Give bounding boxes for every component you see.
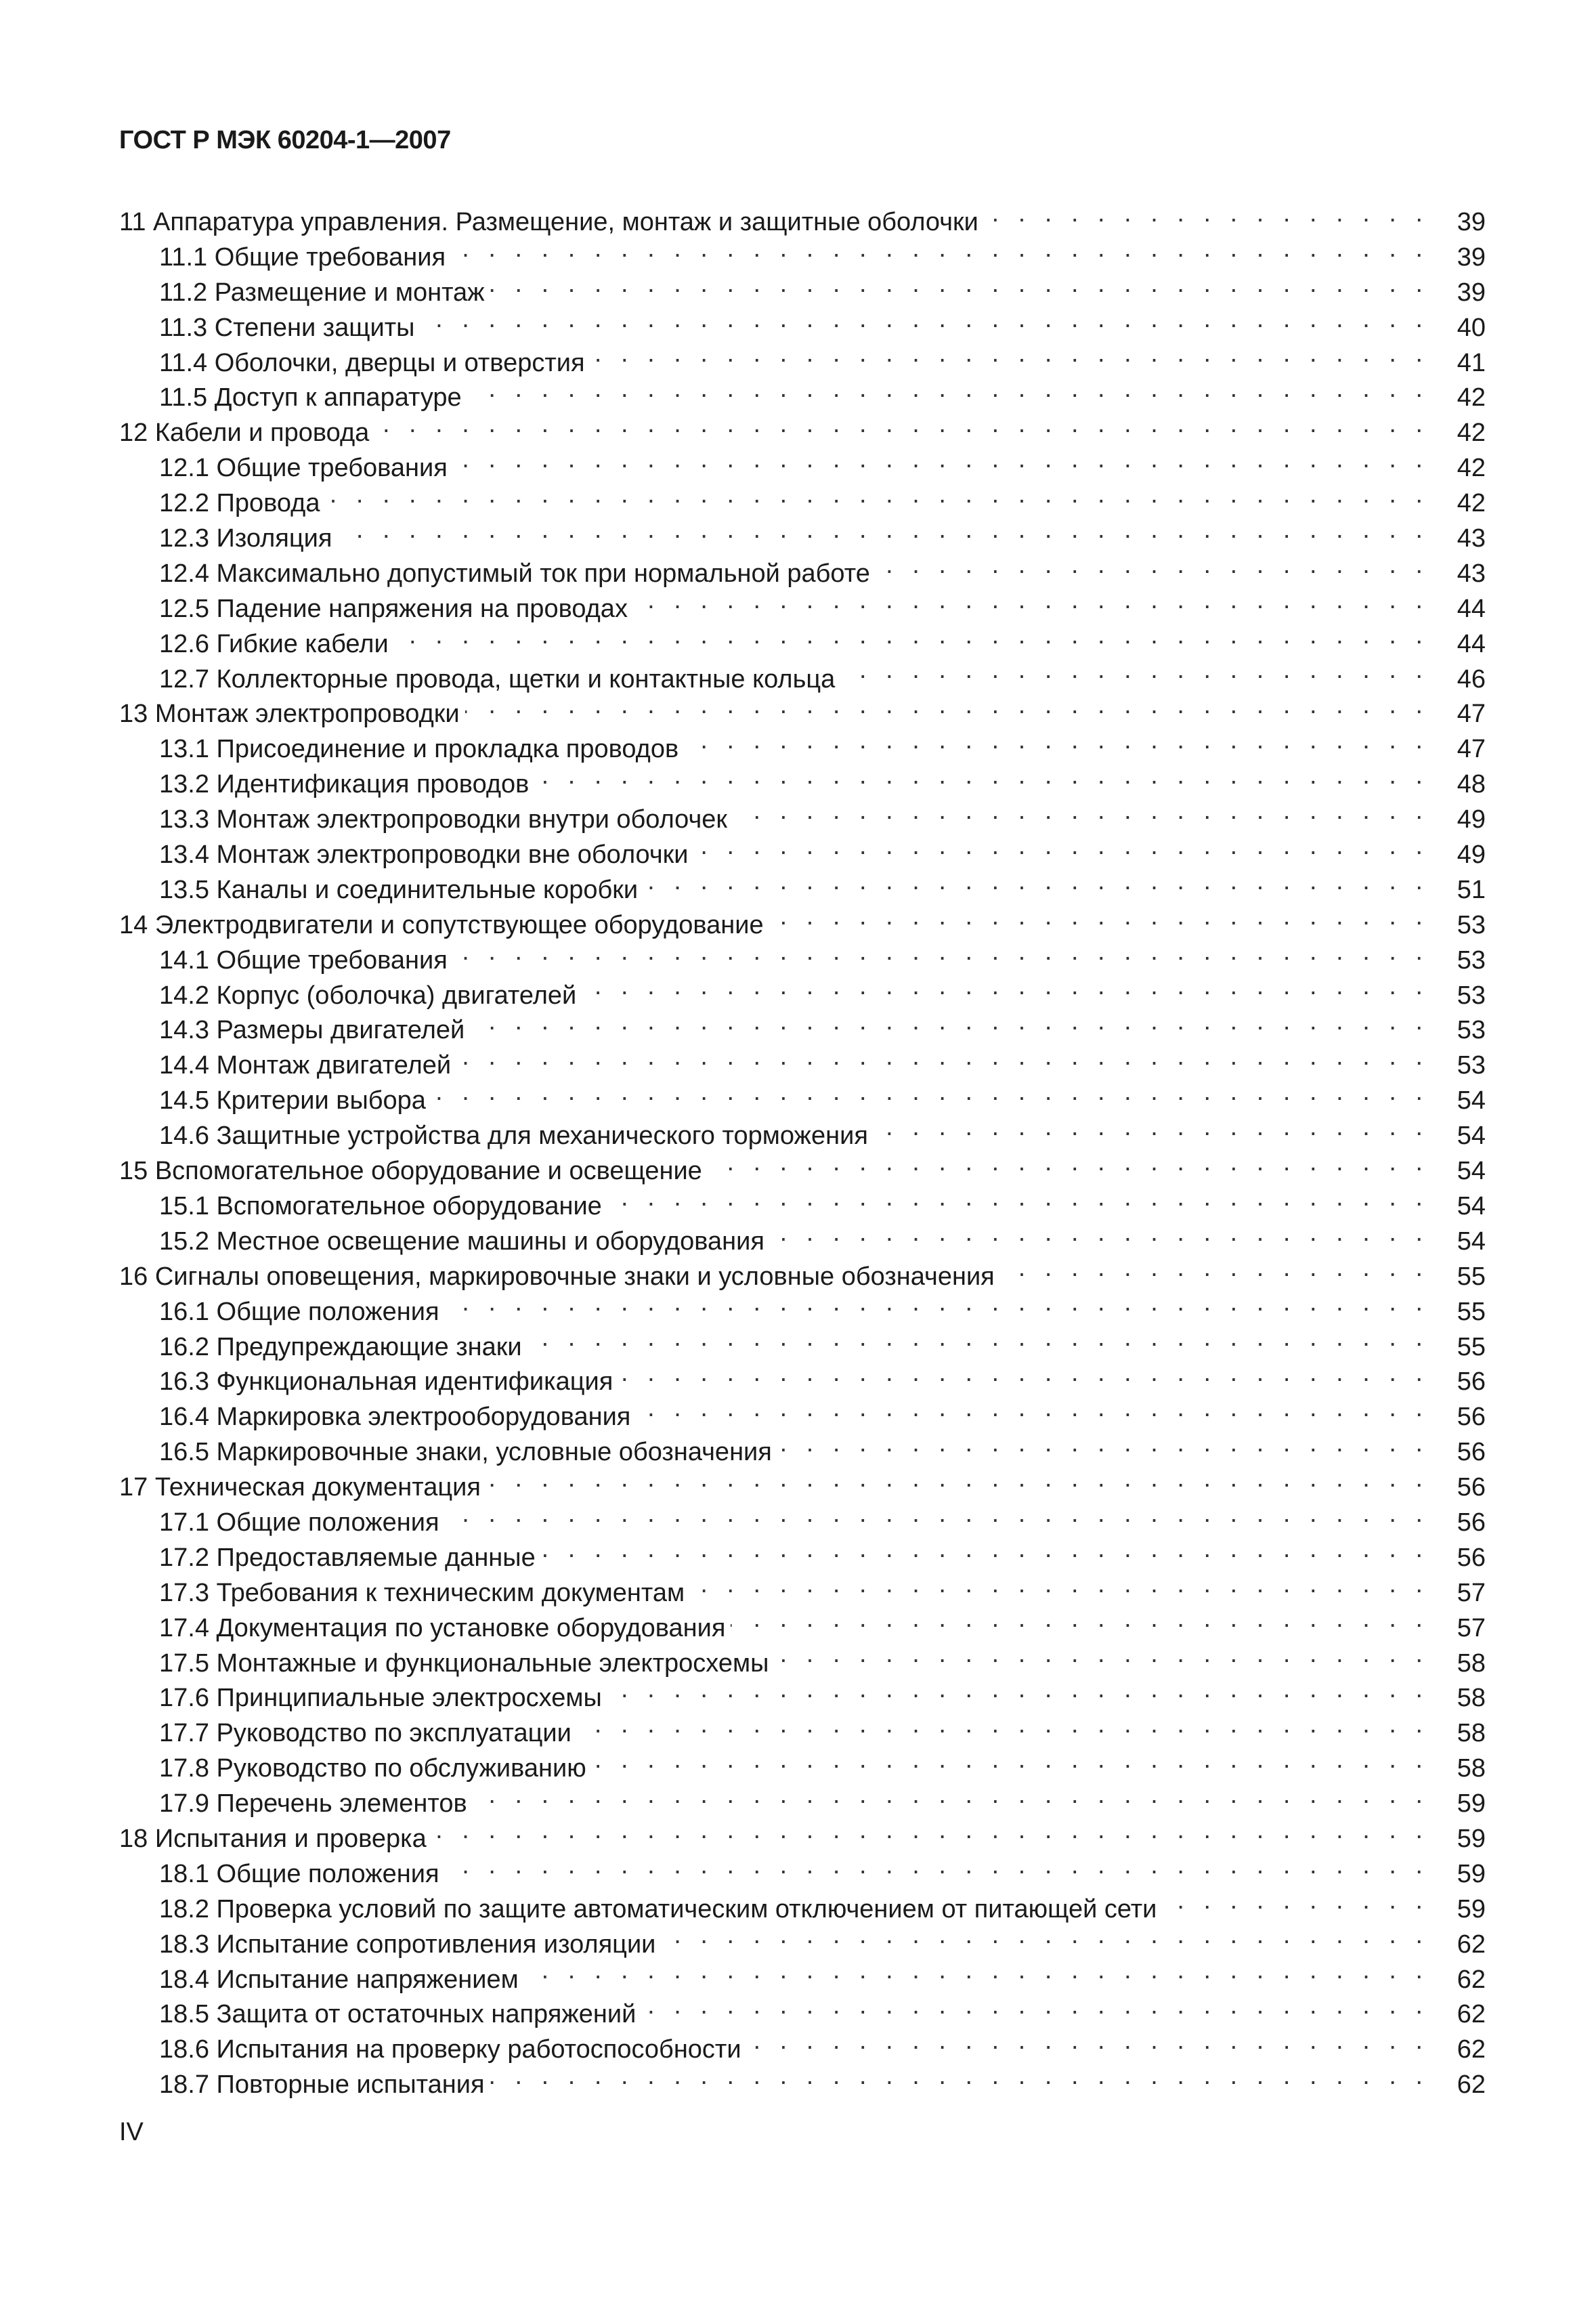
- toc-entry-page: 43: [1457, 524, 1486, 553]
- toc-entry-page: 51: [1457, 875, 1486, 904]
- toc-entry-page: 43: [1457, 559, 1486, 588]
- toc-subsection[interactable]: [119, 978, 1486, 1013]
- toc-subsection[interactable]: [119, 1786, 1486, 1821]
- toc-entry-title: 16.2 Предупреждающие знаки: [159, 1332, 522, 1361]
- toc-entry-page: 56: [1457, 1543, 1486, 1572]
- toc-entry-title: 14.4 Монтаж двигателей: [159, 1051, 452, 1080]
- dot-leader: [470, 1013, 1429, 1038]
- toc-entry-page: 55: [1457, 1297, 1486, 1326]
- toc-subsection[interactable]: [119, 1364, 1486, 1399]
- dot-leader: [607, 1189, 1429, 1214]
- toc-entry-page: 57: [1457, 1578, 1486, 1607]
- toc-entry-title: 14 Электродвигатели и сопутствующее оборудование: [119, 910, 764, 939]
- toc-entry-page: 62: [1457, 2070, 1486, 2100]
- toc-subsection[interactable]: [119, 1118, 1486, 1153]
- toc-entry-page: 49: [1457, 805, 1486, 834]
- toc-entry-page: 42: [1457, 489, 1486, 518]
- toc-entry-title: 12.5 Падение напряжения на проводах: [159, 594, 628, 623]
- toc-subsection[interactable]: [119, 626, 1486, 662]
- toc-subsection[interactable]: [119, 450, 1486, 486]
- dot-leader: [577, 1716, 1429, 1741]
- dot-leader: [541, 1540, 1429, 1566]
- toc-entry-title: 11.5 Доступ к аппаратуре: [159, 383, 462, 412]
- toc-entry-title: 16 Сигналы оповещения, маркировочные знаки и условные обозначения: [119, 1262, 995, 1291]
- toc-entry-title: 12.6 Гибкие кабели: [159, 629, 389, 658]
- toc-subsection[interactable]: [119, 1716, 1486, 1751]
- toc-entry-page: 58: [1457, 1719, 1486, 1748]
- dot-leader: [694, 837, 1429, 863]
- toc-entry-title: 15.1 Вспомогательное оборудование: [159, 1191, 602, 1220]
- toc-section[interactable]: [119, 205, 1486, 240]
- toc-entry-title: 12.3 Изоляция: [159, 524, 332, 553]
- toc-entry-title: 11.1 Общие требования: [159, 242, 446, 272]
- dot-leader: [661, 1927, 1429, 1953]
- toc-entry-page: 59: [1457, 1894, 1486, 1923]
- toc-subsection[interactable]: [119, 1329, 1486, 1365]
- toc-subsection[interactable]: [119, 1540, 1486, 1575]
- dot-leader: [770, 1224, 1429, 1250]
- dot-leader: [747, 2032, 1429, 2058]
- toc-entry-title: 12.2 Провода: [159, 489, 320, 518]
- toc-entry-page: 44: [1457, 629, 1486, 658]
- toc-entry-page: 47: [1457, 700, 1486, 729]
- toc-subsection[interactable]: [119, 1224, 1486, 1259]
- toc-entry-page: 62: [1457, 1965, 1486, 1994]
- toc-entry-title: 18.6 Испытания на проверку работоспособности: [159, 2035, 741, 2064]
- toc-entry-title: 12.1 Общие требования: [159, 454, 448, 483]
- dot-leader: [527, 1329, 1429, 1355]
- dot-leader: [486, 1470, 1429, 1495]
- toc-subsection[interactable]: [119, 521, 1486, 556]
- toc-entry-title: 16.5 Маркировочные знаки, условные обозначения: [159, 1438, 772, 1467]
- toc-subsection[interactable]: [119, 1013, 1486, 1048]
- toc-entry-title: 14.6 Защитные устройства для механического торможения: [159, 1122, 868, 1151]
- toc-entry-title: 16.4 Маркировка электрооборудования: [159, 1403, 631, 1432]
- dot-leader: [643, 872, 1429, 898]
- toc-entry-page: 53: [1457, 1051, 1486, 1080]
- toc-entry-page: 56: [1457, 1438, 1486, 1467]
- dot-leader: [374, 415, 1429, 441]
- toc-subsection[interactable]: [119, 310, 1486, 345]
- toc-entry-page: 48: [1457, 770, 1486, 799]
- toc-section[interactable]: [119, 1470, 1486, 1505]
- dot-leader: [636, 1399, 1429, 1425]
- dot-leader: [592, 1751, 1429, 1777]
- document-header: ГОСТ Р МЭК 60204-1—2007: [119, 126, 451, 154]
- toc-entry-title: 11.2 Размещение и монтаж: [159, 278, 485, 307]
- toc-subsection[interactable]: [119, 1505, 1486, 1540]
- toc-entry-page: 53: [1457, 981, 1486, 1010]
- toc-subsection[interactable]: [119, 240, 1486, 275]
- toc-subsection[interactable]: [119, 275, 1486, 310]
- toc-section[interactable]: [119, 696, 1486, 731]
- dot-leader: [590, 345, 1429, 371]
- toc-entry-page: 62: [1457, 2000, 1486, 2029]
- toc-entry-title: 18.2 Проверка условий по защите автоматическим отключением от питающей сети: [159, 1894, 1157, 1923]
- toc-subsection[interactable]: [119, 1399, 1486, 1434]
- dot-leader: [445, 1856, 1429, 1882]
- toc-entry-title: 11 Аппаратура управления. Размещение, монтаж и защитные оболочки: [119, 208, 978, 236]
- toc-subsection[interactable]: [119, 1646, 1486, 1681]
- dot-leader: [607, 1680, 1429, 1706]
- dot-leader: [325, 486, 1429, 511]
- toc-subsection[interactable]: [119, 2032, 1486, 2067]
- dot-leader: [445, 1294, 1429, 1320]
- toc-entry-page: 42: [1457, 419, 1486, 448]
- toc-subsection[interactable]: [119, 1997, 1486, 2032]
- toc-entry-page: 54: [1457, 1157, 1486, 1186]
- toc-entry-title: 17.8 Руководство по обслуживанию: [159, 1754, 586, 1783]
- dot-leader: [874, 1118, 1429, 1144]
- dot-leader: [394, 626, 1429, 652]
- dot-leader: [769, 908, 1429, 933]
- toc-entry-title: 13.4 Монтаж электропроводки вне оболочки: [159, 841, 689, 870]
- toc-subsection[interactable]: [119, 802, 1486, 837]
- toc-entry-title: 17.7 Руководство по эксплуатации: [159, 1719, 571, 1748]
- dot-leader: [641, 1997, 1429, 2022]
- toc-entry-page: 59: [1457, 1859, 1486, 1888]
- toc-entry-title: 16.3 Функциональная идентификация: [159, 1367, 613, 1397]
- dot-leader: [774, 1646, 1429, 1672]
- toc-entry-title: 13 Монтаж электропроводки: [119, 700, 460, 729]
- dot-leader: [534, 767, 1429, 792]
- toc-entry-title: 11.4 Оболочки, дверцы и отверстия: [159, 348, 585, 377]
- dot-leader: [337, 521, 1429, 547]
- toc-entry-page: 62: [1457, 1930, 1486, 1959]
- toc-subsection[interactable]: [119, 380, 1486, 415]
- toc-section[interactable]: [119, 1821, 1486, 1856]
- dot-leader: [633, 591, 1429, 617]
- toc-entry-title: 12 Кабели и провода: [119, 419, 370, 448]
- toc-entry-page: 58: [1457, 1754, 1486, 1783]
- toc-subsection[interactable]: [119, 837, 1486, 872]
- toc-entry-title: 13.3 Монтаж электропроводки внутри оболочек: [159, 805, 728, 834]
- toc-entry-title: 16.1 Общие положения: [159, 1297, 439, 1326]
- toc-entry-title: 18.1 Общие положения: [159, 1859, 439, 1888]
- toc-section[interactable]: [119, 908, 1486, 943]
- toc-entry-page: 39: [1457, 208, 1486, 236]
- toc-entry-title: 17 Техническая документация: [119, 1473, 481, 1502]
- toc-subsection[interactable]: [119, 1856, 1486, 1892]
- toc-entry-title: 14.3 Размеры двигателей: [159, 1016, 465, 1045]
- toc-subsection[interactable]: [119, 872, 1486, 908]
- dot-leader: [473, 1786, 1429, 1812]
- toc-entry-title: 18.4 Испытание напряжением: [159, 1965, 519, 1994]
- toc-subsection[interactable]: [119, 1927, 1486, 1962]
- dot-leader: [467, 380, 1429, 406]
- dot-leader: [984, 205, 1429, 230]
- dot-leader: [777, 1434, 1429, 1460]
- toc-entry-page: 56: [1457, 1473, 1486, 1502]
- toc-entry-page: 58: [1457, 1648, 1486, 1678]
- toc-subsection[interactable]: [119, 1189, 1486, 1224]
- toc-entry-page: 42: [1457, 454, 1486, 483]
- toc-subsection[interactable]: [119, 943, 1486, 978]
- toc-entry-page: 54: [1457, 1122, 1486, 1151]
- toc-section[interactable]: [119, 1259, 1486, 1294]
- toc-entry-page: 62: [1457, 2035, 1486, 2064]
- toc-entry-title: 17.9 Перечень элементов: [159, 1789, 467, 1818]
- toc-subsection[interactable]: [119, 1048, 1486, 1083]
- toc-entry-page: 39: [1457, 242, 1486, 272]
- toc-entry-title: 17.6 Принципиальные электросхемы: [159, 1684, 602, 1713]
- dot-leader: [451, 240, 1429, 265]
- toc-entry-page: 55: [1457, 1332, 1486, 1361]
- toc-entry-title: 12.4 Максимально допустимый ток при нормальной работе: [159, 559, 870, 588]
- dot-leader: [733, 802, 1429, 828]
- toc-subsection[interactable]: [119, 486, 1486, 521]
- dot-leader: [445, 1505, 1429, 1531]
- dot-leader: [490, 2067, 1429, 2093]
- toc-subsection[interactable]: [119, 731, 1486, 767]
- page-number: IV: [119, 2118, 144, 2146]
- toc-entry-title: 11.3 Степени защиты: [159, 313, 415, 342]
- toc-entry-page: 39: [1457, 278, 1486, 307]
- toc-entry-page: 53: [1457, 910, 1486, 939]
- toc-entry-page: 53: [1457, 945, 1486, 975]
- dot-leader: [432, 1821, 1429, 1847]
- toc-entry-title: 13.5 Каналы и соединительные коробки: [159, 875, 639, 904]
- toc-entry-title: 14.1 Общие требования: [159, 945, 448, 975]
- toc-subsection[interactable]: [119, 345, 1486, 381]
- toc-subsection[interactable]: [119, 591, 1486, 626]
- toc-subsection[interactable]: [119, 2067, 1486, 2102]
- toc-entry-page: 56: [1457, 1508, 1486, 1537]
- toc-entry-title: 15 Вспомогательное оборудование и освещение: [119, 1157, 702, 1186]
- dot-leader: [431, 1083, 1429, 1109]
- toc-subsection[interactable]: [119, 1294, 1486, 1329]
- toc-entry-page: 57: [1457, 1613, 1486, 1642]
- dot-leader: [684, 731, 1429, 757]
- toc-subsection[interactable]: [119, 556, 1486, 591]
- dot-leader: [1162, 1892, 1429, 1917]
- toc-entry-page: 54: [1457, 1086, 1486, 1115]
- toc-subsection[interactable]: [119, 767, 1486, 802]
- toc-entry-page: 42: [1457, 383, 1486, 412]
- dot-leader: [524, 1962, 1429, 1988]
- toc-section[interactable]: [119, 1153, 1486, 1189]
- toc-subsection[interactable]: [119, 1434, 1486, 1470]
- toc-subsection[interactable]: [119, 1575, 1486, 1611]
- toc-entry-title: 17.2 Предоставляемые данные: [159, 1543, 536, 1572]
- dot-leader: [1000, 1259, 1429, 1285]
- toc-entry-title: 12.7 Коллекторные провода, щетки и контактные кольца: [159, 664, 836, 694]
- dot-leader: [582, 978, 1429, 1004]
- toc-subsection[interactable]: [119, 1611, 1486, 1646]
- toc-entry-title: 15.2 Местное освещение машины и оборудования: [159, 1227, 764, 1256]
- toc-entry-title: 18.7 Повторные испытания: [159, 2070, 485, 2100]
- toc-entry-title: 17.1 Общие положения: [159, 1508, 439, 1537]
- toc-entry-title: 18 Испытания и проверка: [119, 1824, 427, 1853]
- toc-entry-title: 18.3 Испытание сопротивления изоляции: [159, 1930, 656, 1959]
- toc-entry-title: 17.5 Монтажные и функциональные электросхемы: [159, 1648, 769, 1678]
- toc-entry-page: 40: [1457, 313, 1486, 342]
- toc-entry-title: 14.2 Корпус (оболочка) двигателей: [159, 981, 577, 1010]
- toc-subsection[interactable]: [119, 1751, 1486, 1786]
- toc-entry-page: 59: [1457, 1789, 1486, 1818]
- toc-entry-page: 41: [1457, 348, 1486, 377]
- dot-leader: [708, 1153, 1429, 1179]
- toc-subsection[interactable]: [119, 1083, 1486, 1118]
- dot-leader: [840, 662, 1429, 687]
- dot-leader: [456, 1048, 1429, 1073]
- toc-entry-page: 56: [1457, 1403, 1486, 1432]
- toc-entry-title: 18.5 Защита от остаточных напряжений: [159, 2000, 637, 2029]
- toc-entry-page: 44: [1457, 594, 1486, 623]
- toc-entry-title: 17.3 Требования к техническим документам: [159, 1578, 685, 1607]
- toc-entry-page: 56: [1457, 1367, 1486, 1397]
- dot-leader: [690, 1575, 1429, 1601]
- toc-entry-title: 13.1 Присоединение и прокладка проводов: [159, 735, 679, 764]
- toc-entry-page: 46: [1457, 664, 1486, 694]
- dot-leader: [490, 275, 1429, 301]
- toc-entry-page: 55: [1457, 1262, 1486, 1291]
- dot-leader: [465, 696, 1429, 722]
- toc-entry-page: 54: [1457, 1191, 1486, 1220]
- toc-subsection[interactable]: [119, 1680, 1486, 1716]
- toc-subsection[interactable]: [119, 1962, 1486, 1997]
- toc-entry-page: 47: [1457, 735, 1486, 764]
- toc-entry-page: 53: [1457, 1016, 1486, 1045]
- toc-entry-page: 59: [1457, 1824, 1486, 1853]
- toc-entry-page: 58: [1457, 1684, 1486, 1713]
- table-of-contents: [119, 205, 1486, 2102]
- toc-entry-title: 17.4 Документация по установке оборудования: [159, 1613, 726, 1642]
- dot-leader: [731, 1611, 1429, 1636]
- toc-section[interactable]: [119, 415, 1486, 450]
- toc-entry-title: 14.5 Критерии выбора: [159, 1086, 426, 1115]
- dot-leader: [453, 450, 1429, 476]
- toc-subsection[interactable]: [119, 662, 1486, 697]
- toc-entry-page: 54: [1457, 1227, 1486, 1256]
- toc-entry-title: 13.2 Идентификация проводов: [159, 770, 530, 799]
- dot-leader: [453, 943, 1429, 969]
- dot-leader: [876, 556, 1429, 582]
- dot-leader: [420, 310, 1429, 336]
- dot-leader: [618, 1364, 1429, 1390]
- toc-subsection[interactable]: [119, 1892, 1486, 1927]
- toc-entry-page: 49: [1457, 841, 1486, 870]
